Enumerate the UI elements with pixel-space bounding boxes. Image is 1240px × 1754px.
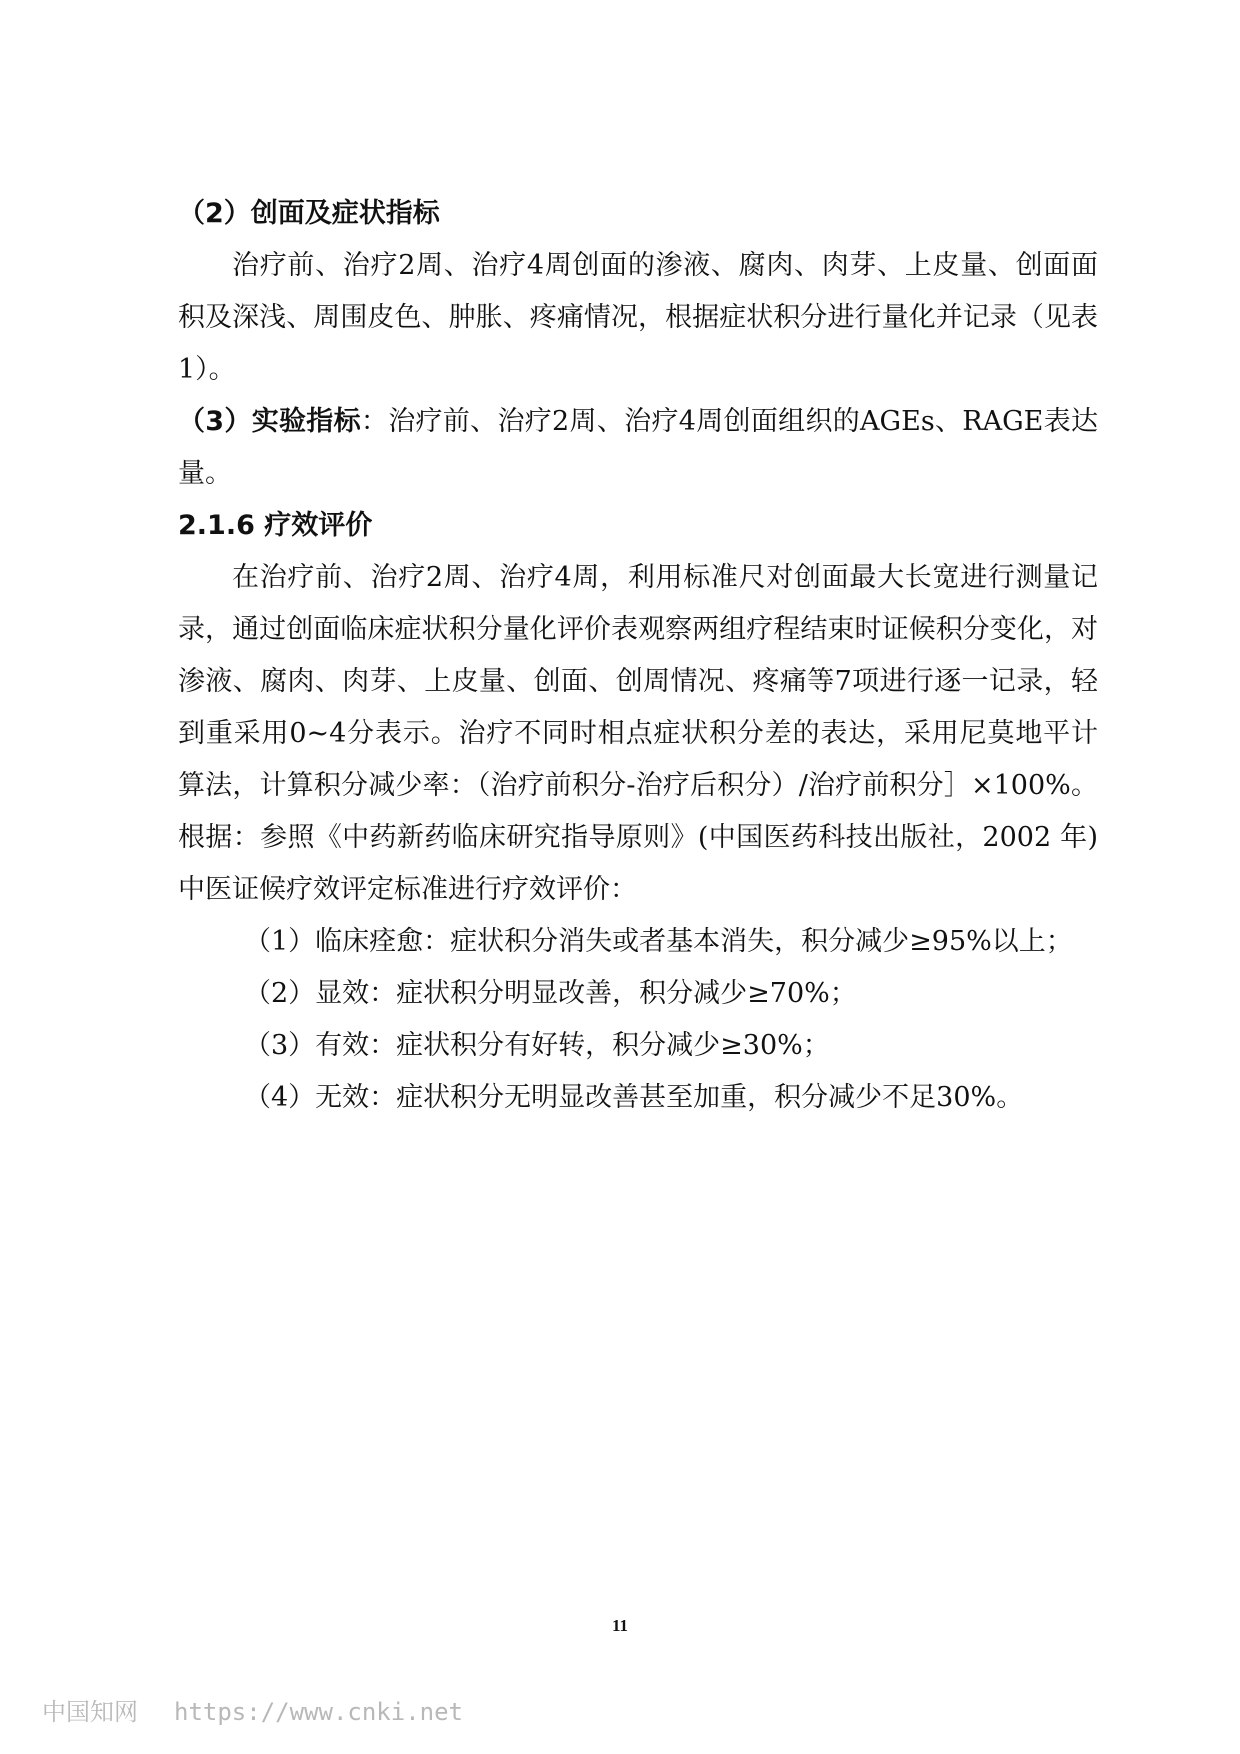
section-heading-wound-symptom-indicators: （2）创面及症状指标 (178, 198, 440, 229)
page-body (178, 188, 1098, 1124)
watermark-brand: 中国知网 (42, 1698, 138, 1726)
paragraph-wound-symptom-indicators: 治疗前、治疗2周、治疗4周创面的渗液、腐肉、肉芽、上皮量、创面面积及深浅、周围皮色、肿胀、疼痛情况，根据症状积分进行量化并记录（见表1）。 (178, 250, 1098, 385)
criteria-item-ineffective: （4）无效：症状积分无明显改善甚至加重，积分减少不足30%。 (244, 1082, 1024, 1113)
criteria-item-clinical-cure: （1）临床痊愈：症状积分消失或者基本消失，积分减少≥95%以上； (244, 926, 1073, 957)
criteria-item-marked-effect: （2）显效：症状积分明显改善，积分减少≥70%； (244, 978, 857, 1009)
experimental-indicators-text: ：治疗前、治疗2周、治疗4周创面组织的AGEs、RAGE表达量。 (178, 406, 1098, 489)
paragraph-efficacy-evaluation: 在治疗前、治疗2周、治疗4周，利用标准尺对创面最大长宽进行测量记录，通过创面临床症状积分量化评价表观察两组疗程结束时证候积分变化，对渗液、腐肉、肉芽、上皮量、创面、创周情况、疼痛等7项进行逐一记录，轻到重采用0~4分表示。治疗不同时相点症状积分差的表达，采用尼莫地平计算法，计算积分减少率：（治疗前积分-治疗后积分）/治疗前积分］×100%。根据：参照《中药新药临床研究指导原则》(中国医药科技出版社，2002 年)中医证候疗效评定标准进行疗效评价： (178, 562, 1098, 905)
section-heading-efficacy-evaluation: 2.1.6 疗效评价 (178, 510, 373, 541)
cnki-watermark (42, 1692, 463, 1727)
criteria-item-effective: （3）有效：症状积分有好转，积分减少≥30%； (244, 1030, 830, 1061)
page-number: 11 (611, 1616, 629, 1635)
watermark-url: https://www.cnki.net (174, 1698, 463, 1726)
experimental-indicators-label: （3）实验指标 (178, 406, 361, 437)
paragraph-experimental-indicators (178, 396, 1098, 500)
